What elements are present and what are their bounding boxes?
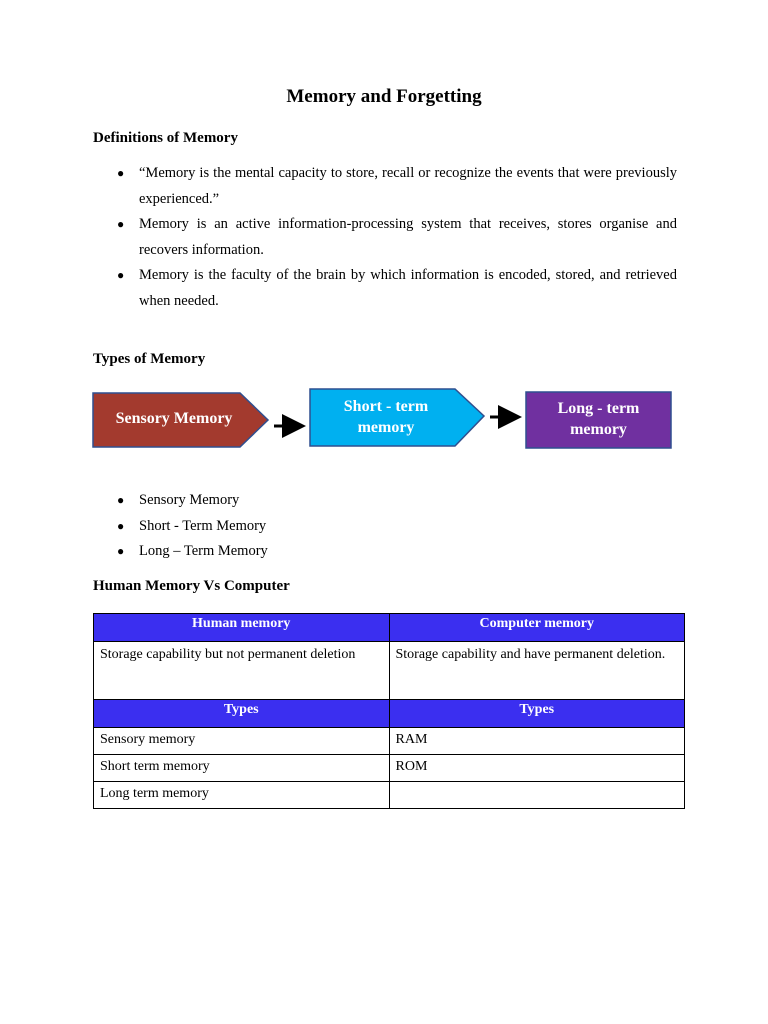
list-item: ● Short - Term Memory — [93, 514, 677, 540]
list-item: ● “Memory is the mental capacity to store, recall or recognize the events that were previously experienced.” — [93, 161, 677, 212]
column-subheader: Types — [389, 700, 685, 728]
memory-flow-diagram — [0, 385, 768, 455]
list-item: ● Memory is the faculty of the brain by which information is encoded, stored, and retrieved when needed. — [93, 263, 677, 314]
bullet-icon: ● — [117, 166, 125, 180]
table-row — [94, 782, 685, 809]
types-heading: Types of Memory — [93, 351, 206, 367]
table-cell: Short term memory — [94, 755, 390, 782]
table-cell: Sensory memory — [94, 728, 390, 755]
column-header: Computer memory — [389, 614, 685, 642]
short-term-label: Short - term memory — [343, 398, 429, 436]
table-cell: Storage capability but not permanent deletion — [94, 642, 390, 700]
table-cell: RAM — [389, 728, 685, 755]
comparison-table — [93, 613, 685, 809]
table-row — [94, 728, 685, 755]
definitions-list — [93, 161, 677, 314]
types-list — [93, 488, 677, 565]
table-cell: Long term memory — [94, 782, 390, 809]
list-item: ● Memory is an active information-processing system that receives, stores organise and recovers information. — [93, 212, 677, 263]
long-term-label: Long - term memory — [557, 400, 640, 438]
sensory-memory-label: Sensory Memory — [115, 410, 233, 427]
table-header-row — [94, 614, 685, 642]
bullet-icon: ● — [117, 493, 125, 507]
comparison-heading: Human Memory Vs Computer — [93, 578, 290, 594]
table-subheader-row — [94, 700, 685, 728]
page-title: Memory and Forgetting — [286, 86, 482, 107]
bullet-icon: ● — [117, 518, 125, 533]
bullet-icon: ● — [117, 217, 125, 231]
column-subheader: Types — [94, 700, 390, 728]
list-item: ● Long – Term Memory — [93, 539, 677, 565]
list-item: ● Sensory Memory — [93, 488, 677, 514]
definitions-heading: Definitions of Memory — [93, 130, 238, 146]
table-cell — [389, 782, 685, 809]
column-header: Human memory — [94, 614, 390, 642]
table-cell: Storage capability and have permanent deletion. — [389, 642, 685, 700]
table-row — [94, 642, 685, 700]
bullet-icon: ● — [117, 268, 125, 282]
table-row — [94, 755, 685, 782]
bullet-icon: ● — [117, 544, 125, 558]
table-cell: ROM — [389, 755, 685, 782]
